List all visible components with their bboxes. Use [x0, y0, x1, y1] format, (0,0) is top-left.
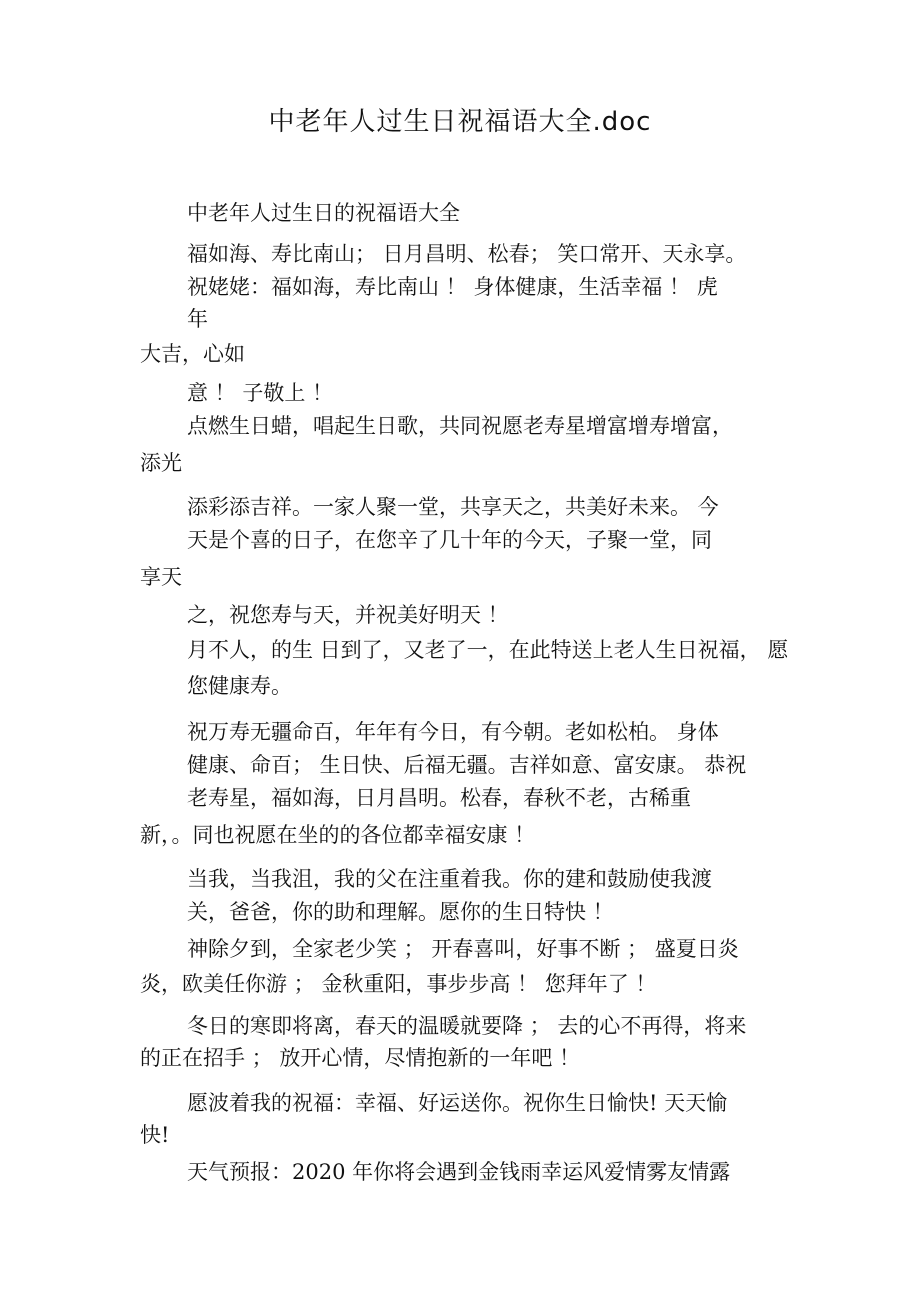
- text-line: 冬日的寒即将离，春天的温暖就要降 ； 去的心不再得，将来: [187, 1014, 747, 1038]
- text-line: 老寿星，福如海，日月昌明。松春，春秋不老，古稀重: [187, 786, 691, 810]
- text-line: 福如海、寿比南山； 日月昌明、松春； 笑口常开、天永享。: [187, 242, 747, 266]
- text-line: 意 ！ 子敬上 ！: [187, 381, 334, 405]
- text-line: 祝姥姥：福如海，寿比南山 ！ 身体健康，生活幸福 ！ 虎: [187, 275, 718, 299]
- document-title: 中老年人过生日祝福语大全.doc: [268, 107, 652, 137]
- text-line: 点燃生日蜡，唱起生日歌，共同祝愿老寿星增富增寿增富，: [187, 414, 733, 438]
- text-line: 祝万寿无疆命百，年年有今日，有今朝。老如松柏。 身体: [187, 720, 719, 744]
- text-line: 愿波着我的祝福：幸福、好运送你。祝你生日愉快! 天天愉: [187, 1091, 728, 1115]
- text-line: 天气预报：2020 年你将会遇到金钱雨幸运风爱情雾友情露: [187, 1160, 731, 1184]
- text-line: 的正在招手 ； 放开心情，尽情抱新的一年吧 ！: [140, 1046, 581, 1070]
- text-line: 添彩添吉祥。一家人聚一堂，共享天之，共美好未来。 今: [187, 495, 719, 519]
- text-line: 月不人，的生 日到了，又老了一，在此特送上老人生日祝福， 愿: [187, 638, 789, 662]
- text-line: 享天: [140, 565, 182, 589]
- text-line: 当我，当我沮，我的父在注重着我。你的建和鼓励使我渡: [187, 867, 712, 891]
- text-line: 新，。同也祝愿在坐的的各位都幸福安康 ！: [140, 823, 536, 847]
- text-line: 年: [187, 307, 208, 331]
- text-line: 神除夕到，全家老少笑 ； 开春喜叫，好事不断 ； 盛夏日炎: [187, 937, 739, 961]
- text-line: 添光: [140, 451, 182, 475]
- text-line: 关，爸爸，你的助和理解。愿你的生日特快 ！: [187, 900, 614, 924]
- text-line: 快!: [140, 1123, 170, 1147]
- text-line: 炎，欧美任你游 ； 金秋重阳，事步步高 ！ 您拜年了 ！: [140, 972, 657, 996]
- text-line: 健康、命百； 生日快、后福无疆。吉祥如意、富安康。 恭祝: [187, 753, 747, 777]
- text-line: 大吉，心如: [140, 342, 245, 366]
- text-line: 之，祝您寿与天，并祝美好明天 ！: [187, 603, 509, 627]
- text-line: 您健康寿。: [187, 674, 292, 698]
- text-line: 中老年人过生日的祝福语大全: [187, 201, 460, 225]
- text-line: 天是个喜的日子，在您辛了几十年的今天，子聚一堂，同: [187, 528, 712, 552]
